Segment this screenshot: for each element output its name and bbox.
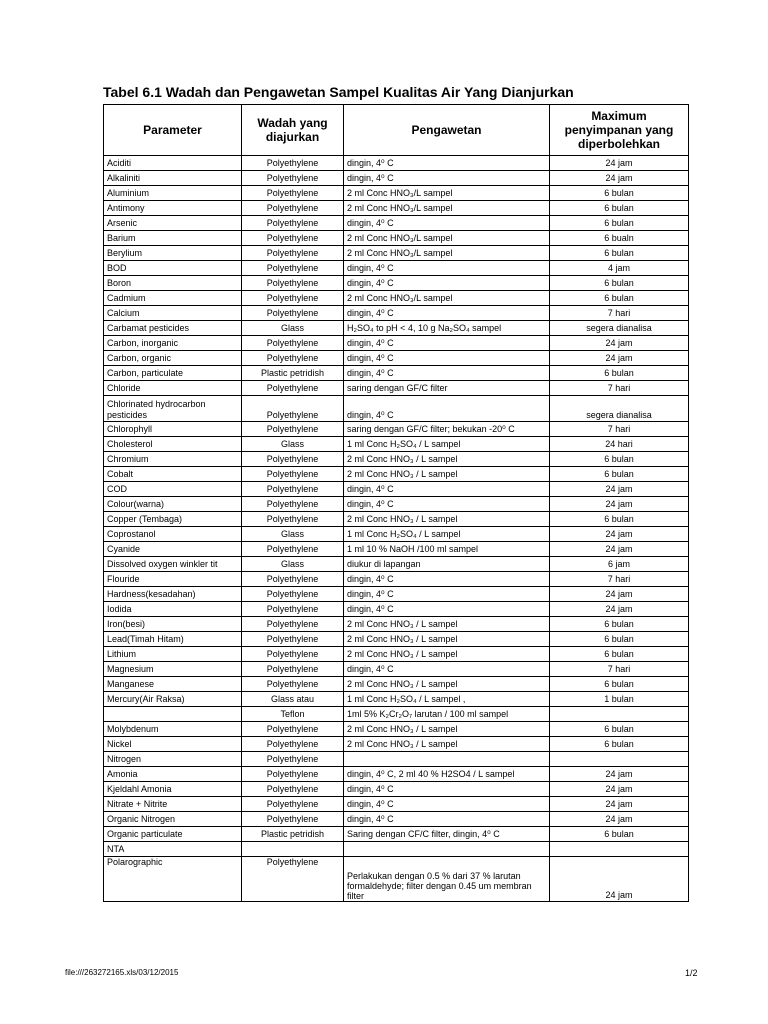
table-row bbox=[104, 497, 689, 512]
cell-max-storage: 6 bulan bbox=[550, 216, 689, 231]
cell-parameter: Flouride bbox=[104, 572, 242, 587]
cell-preservation: saring dengan GF/C filter bbox=[344, 381, 550, 396]
table-row bbox=[104, 437, 689, 452]
cell-parameter: Carbamat pesticides bbox=[104, 321, 242, 336]
cell-container bbox=[242, 842, 344, 857]
cell-parameter: Iron(besi) bbox=[104, 617, 242, 632]
table-body bbox=[104, 156, 689, 902]
cell-preservation: 1 ml Conc H₂SO₄ / L sampel bbox=[344, 437, 550, 452]
cell-max-storage: 24 jam bbox=[550, 767, 689, 782]
table-row bbox=[104, 557, 689, 572]
cell-max-storage: 24 jam bbox=[550, 527, 689, 542]
cell-preservation: dingin, 4⁰ C bbox=[344, 587, 550, 602]
table-row bbox=[104, 261, 689, 276]
cell-container: Polyethylene bbox=[242, 572, 344, 587]
cell-preservation: Saring dengan CF/C filter, dingin, 4⁰ C bbox=[344, 827, 550, 842]
cell-parameter: Carbon, organic bbox=[104, 351, 242, 366]
cell-preservation: dingin, 4⁰ C bbox=[344, 306, 550, 321]
cell-container: Polyethylene bbox=[242, 467, 344, 482]
cell-max-storage: 6 bulan bbox=[550, 647, 689, 662]
table-row bbox=[104, 351, 689, 366]
cell-container: Polyethylene bbox=[242, 261, 344, 276]
table-row bbox=[104, 647, 689, 662]
cell-max-storage: 24 jam bbox=[550, 812, 689, 827]
cell-container: Polyethylene bbox=[242, 201, 344, 216]
cell-parameter: Boron bbox=[104, 276, 242, 291]
cell-container: Polyethylene bbox=[242, 647, 344, 662]
cell-preservation: dingin, 4⁰ C bbox=[344, 797, 550, 812]
cell-preservation: 1 ml Conc H₂SO₄ / L sampel , bbox=[344, 692, 550, 707]
cell-preservation: 2 ml Conc HNO₃ / L sampel bbox=[344, 632, 550, 647]
cell-parameter: Carbon, inorganic bbox=[104, 336, 242, 351]
cell-container: Polyethylene bbox=[242, 737, 344, 752]
cell-max-storage: 24 jam bbox=[550, 171, 689, 186]
cell-container: Polyethylene bbox=[242, 677, 344, 692]
cell-parameter: Hardness(kesadahan) bbox=[104, 587, 242, 602]
cell-max-storage: 24 jam bbox=[550, 351, 689, 366]
table-row bbox=[104, 396, 689, 422]
cell-preservation: 2 ml Conc HNO₃/L sampel bbox=[344, 246, 550, 261]
cell-max-storage: 24 jam bbox=[550, 336, 689, 351]
cell-container: Glass bbox=[242, 437, 344, 452]
table-row bbox=[104, 827, 689, 842]
cell-preservation: dingin, 4⁰ C bbox=[344, 276, 550, 291]
cell-preservation: 2 ml Conc HNO₃ / L sampel bbox=[344, 647, 550, 662]
table-row bbox=[104, 692, 689, 707]
cell-max-storage: 24 jam bbox=[550, 482, 689, 497]
cell-parameter: NTA bbox=[104, 842, 242, 857]
header-preservation: Pengawetan bbox=[344, 105, 550, 156]
cell-preservation: 1ml 5% K₂Cr₂O₇ larutan / 100 ml sampel bbox=[344, 707, 550, 722]
cell-container: Polyethylene bbox=[242, 216, 344, 231]
cell-container: Polyethylene bbox=[242, 231, 344, 246]
cell-parameter: Nitrogen bbox=[104, 752, 242, 767]
table-row bbox=[104, 572, 689, 587]
cell-preservation: dingin, 4⁰ C bbox=[344, 171, 550, 186]
table-title: Tabel 6.1 Wadah dan Pengawetan Sampel Kualitas Air Yang Dianjurkan bbox=[103, 84, 574, 100]
cell-max-storage: 6 bulan bbox=[550, 201, 689, 216]
table-row bbox=[104, 797, 689, 812]
cell-preservation: dingin, 4⁰ C, 2 ml 40 % H2SO4 / L sampel bbox=[344, 767, 550, 782]
table-row bbox=[104, 812, 689, 827]
cell-parameter: Kjeldahl Amonia bbox=[104, 782, 242, 797]
cell-preservation: dingin, 4⁰ C bbox=[344, 351, 550, 366]
cell-container: Plastic petridish bbox=[242, 366, 344, 381]
table-row bbox=[104, 467, 689, 482]
cell-max-storage: 6 bulan bbox=[550, 827, 689, 842]
cell-container: Polyethylene bbox=[242, 542, 344, 557]
cell-preservation: 2 ml Conc HNO₃ / L sampel bbox=[344, 467, 550, 482]
cell-preservation: 2 ml Conc HNO₃ / L sampel bbox=[344, 512, 550, 527]
table-row bbox=[104, 201, 689, 216]
cell-max-storage: 6 bulan bbox=[550, 246, 689, 261]
cell-container: Glass bbox=[242, 527, 344, 542]
table-row bbox=[104, 782, 689, 797]
table-row bbox=[104, 366, 689, 381]
table-row bbox=[104, 632, 689, 647]
footer-file-path: file:///263272165.xls/03/12/2015 bbox=[65, 968, 179, 977]
cell-parameter: Arsenic bbox=[104, 216, 242, 231]
cell-preservation: dingin, 4⁰ C bbox=[344, 602, 550, 617]
cell-preservation: saring dengan GF/C filter; bekukan -20⁰ C bbox=[344, 422, 550, 437]
cell-container: Polyethylene bbox=[242, 767, 344, 782]
cell-max-storage: 24 jam bbox=[550, 782, 689, 797]
cell-max-storage: 6 bulan bbox=[550, 276, 689, 291]
cell-preservation: dingin, 4⁰ C bbox=[344, 396, 550, 422]
cell-preservation: dingin, 4⁰ C bbox=[344, 782, 550, 797]
table-row bbox=[104, 542, 689, 557]
cell-preservation: dingin, 4⁰ C bbox=[344, 482, 550, 497]
cell-container: Glass bbox=[242, 557, 344, 572]
cell-preservation: dingin, 4⁰ C bbox=[344, 572, 550, 587]
cell-preservation bbox=[344, 752, 550, 767]
cell-preservation: dingin, 4⁰ C bbox=[344, 156, 550, 171]
cell-preservation: 2 ml Conc HNO₃ / L sampel bbox=[344, 677, 550, 692]
cell-parameter: Chlorophyll bbox=[104, 422, 242, 437]
cell-parameter: Carbon, particulate bbox=[104, 366, 242, 381]
table-row bbox=[104, 842, 689, 857]
cell-parameter: Calcium bbox=[104, 306, 242, 321]
cell-max-storage: 6 bulan bbox=[550, 677, 689, 692]
cell-parameter: Cobalt bbox=[104, 467, 242, 482]
cell-parameter: Manganese bbox=[104, 677, 242, 692]
cell-parameter: Chromium bbox=[104, 452, 242, 467]
table-row bbox=[104, 617, 689, 632]
cell-parameter bbox=[104, 707, 242, 722]
cell-max-storage: 4 jam bbox=[550, 261, 689, 276]
cell-parameter: Antimony bbox=[104, 201, 242, 216]
cell-container: Glass bbox=[242, 321, 344, 336]
table-row bbox=[104, 336, 689, 351]
cell-preservation: H₂SO₄ to pH < 4, 10 g Na₂SO₄ sampel bbox=[344, 321, 550, 336]
cell-max-storage: segera dianalisa bbox=[550, 321, 689, 336]
cell-preservation: dingin, 4⁰ C bbox=[344, 216, 550, 231]
cell-parameter: Dissolved oxygen winkler tit bbox=[104, 557, 242, 572]
header-row bbox=[104, 105, 689, 156]
cell-parameter: Aluminium bbox=[104, 186, 242, 201]
cell-container: Polyethylene bbox=[242, 186, 344, 201]
cell-preservation: dingin, 4⁰ C bbox=[344, 366, 550, 381]
cell-preservation: 2 ml Conc HNO₃ / L sampel bbox=[344, 722, 550, 737]
table-row bbox=[104, 276, 689, 291]
cell-preservation: dingin, 4⁰ C bbox=[344, 662, 550, 677]
cell-preservation bbox=[344, 842, 550, 857]
cell-parameter: Chloride bbox=[104, 381, 242, 396]
cell-parameter: COD bbox=[104, 482, 242, 497]
cell-container: Polyethylene bbox=[242, 246, 344, 261]
cell-preservation: diukur di lapangan bbox=[344, 557, 550, 572]
cell-parameter: Coprostanol bbox=[104, 527, 242, 542]
cell-parameter: Lead(Timah Hitam) bbox=[104, 632, 242, 647]
cell-container: Polyethylene bbox=[242, 812, 344, 827]
cell-max-storage: 24 jam bbox=[550, 857, 689, 902]
cell-parameter: Cholesterol bbox=[104, 437, 242, 452]
table-row bbox=[104, 527, 689, 542]
cell-max-storage: 6 bualn bbox=[550, 231, 689, 246]
table-row bbox=[104, 231, 689, 246]
cell-max-storage: 6 bulan bbox=[550, 452, 689, 467]
table-row bbox=[104, 186, 689, 201]
table-row bbox=[104, 737, 689, 752]
cell-max-storage: 24 jam bbox=[550, 497, 689, 512]
cell-parameter: Copper (Tembaga) bbox=[104, 512, 242, 527]
table-row bbox=[104, 587, 689, 602]
cell-preservation: 2 ml Conc HNO₃/L sampel bbox=[344, 186, 550, 201]
cell-max-storage bbox=[550, 707, 689, 722]
cell-max-storage: 24 jam bbox=[550, 542, 689, 557]
table-row bbox=[104, 246, 689, 261]
cell-parameter: Organic particulate bbox=[104, 827, 242, 842]
cell-parameter: Cyanide bbox=[104, 542, 242, 557]
cell-preservation: 2 ml Conc HNO₃ / L sampel bbox=[344, 737, 550, 752]
cell-parameter: Berylium bbox=[104, 246, 242, 261]
table-row bbox=[104, 156, 689, 171]
cell-max-storage: 6 bulan bbox=[550, 617, 689, 632]
cell-container: Polyethylene bbox=[242, 276, 344, 291]
table-row bbox=[104, 707, 689, 722]
cell-parameter: Mercury(Air Raksa) bbox=[104, 692, 242, 707]
table-row bbox=[104, 291, 689, 306]
table-row bbox=[104, 216, 689, 231]
cell-parameter: Nickel bbox=[104, 737, 242, 752]
cell-max-storage: 24 hari bbox=[550, 437, 689, 452]
cell-parameter: Cadmium bbox=[104, 291, 242, 306]
cell-container: Glass atau bbox=[242, 692, 344, 707]
cell-max-storage: 6 bulan bbox=[550, 632, 689, 647]
cell-preservation: 1 ml 10 % NaOH /100 ml sampel bbox=[344, 542, 550, 557]
cell-container: Polyethylene bbox=[242, 497, 344, 512]
cell-preservation: dingin, 4⁰ C bbox=[344, 812, 550, 827]
footer-page-number: 1/2 bbox=[685, 968, 698, 978]
cell-parameter: Amonia bbox=[104, 767, 242, 782]
cell-preservation: dingin, 4⁰ C bbox=[344, 497, 550, 512]
cell-max-storage: 6 jam bbox=[550, 557, 689, 572]
cell-parameter: BOD bbox=[104, 261, 242, 276]
table-row bbox=[104, 662, 689, 677]
cell-max-storage: 24 jam bbox=[550, 156, 689, 171]
cell-parameter: Lithium bbox=[104, 647, 242, 662]
cell-max-storage: segera dianalisa bbox=[550, 396, 689, 422]
cell-preservation: 2 ml Conc HNO₃ / L sampel bbox=[344, 452, 550, 467]
table-row bbox=[104, 482, 689, 497]
table-row bbox=[104, 752, 689, 767]
cell-parameter: Molybdenum bbox=[104, 722, 242, 737]
cell-preservation: 2 ml Conc HNO₃/L sampel bbox=[344, 231, 550, 246]
table-row bbox=[104, 722, 689, 737]
cell-preservation: 2 ml Conc HNO₃ / L sampel bbox=[344, 617, 550, 632]
cell-container: Polyethylene bbox=[242, 171, 344, 186]
cell-container: Polyethylene bbox=[242, 482, 344, 497]
cell-container: Polyethylene bbox=[242, 797, 344, 812]
cell-parameter: Aciditi bbox=[104, 156, 242, 171]
cell-max-storage: 1 bulan bbox=[550, 692, 689, 707]
cell-max-storage bbox=[550, 752, 689, 767]
table-row bbox=[104, 321, 689, 336]
cell-max-storage: 7 hari bbox=[550, 422, 689, 437]
cell-container: Polyethylene bbox=[242, 306, 344, 321]
header-max-storage: Maximum penyimpanan yang diperbolehkan bbox=[550, 105, 689, 156]
header-parameter: Parameter bbox=[104, 105, 242, 156]
cell-container: Polyethylene bbox=[242, 752, 344, 767]
cell-container: Polyethylene bbox=[242, 452, 344, 467]
cell-max-storage: 6 bulan bbox=[550, 291, 689, 306]
cell-preservation: 1 ml Conc H₂SO₄ / L sampel bbox=[344, 527, 550, 542]
cell-container: Polyethylene bbox=[242, 617, 344, 632]
table-row bbox=[104, 381, 689, 396]
cell-max-storage: 7 hari bbox=[550, 572, 689, 587]
cell-parameter: Organic Nitrogen bbox=[104, 812, 242, 827]
cell-container: Polyethylene bbox=[242, 396, 344, 422]
cell-container: Polyethylene bbox=[242, 602, 344, 617]
table-row bbox=[104, 767, 689, 782]
table-row bbox=[104, 452, 689, 467]
cell-max-storage: 6 bulan bbox=[550, 366, 689, 381]
cell-parameter: Alkaliniti bbox=[104, 171, 242, 186]
table-row bbox=[104, 422, 689, 437]
cell-preservation: 2 ml Conc HNO₃/L sampel bbox=[344, 291, 550, 306]
cell-container: Polyethylene bbox=[242, 587, 344, 602]
cell-container: Polyethylene bbox=[242, 422, 344, 437]
cell-container: Polyethylene bbox=[242, 336, 344, 351]
cell-max-storage: 24 jam bbox=[550, 587, 689, 602]
table-row bbox=[104, 857, 689, 902]
cell-container: Polyethylene bbox=[242, 662, 344, 677]
cell-preservation: Perlakukan dengan 0.5 % dari 37 % larutan formaldehyde; filter dengan 0.45 um membran filter bbox=[344, 857, 550, 902]
cell-preservation: dingin, 4⁰ C bbox=[344, 336, 550, 351]
cell-max-storage bbox=[550, 842, 689, 857]
table-row bbox=[104, 677, 689, 692]
cell-parameter: Barium bbox=[104, 231, 242, 246]
cell-max-storage: 7 hari bbox=[550, 662, 689, 677]
preservation-table bbox=[103, 104, 689, 902]
cell-container: Polyethylene bbox=[242, 291, 344, 306]
cell-container: Polyethylene bbox=[242, 857, 344, 902]
header-container: Wadah yang diajurkan bbox=[242, 105, 344, 156]
table-row bbox=[104, 171, 689, 186]
cell-parameter: Polarographic bbox=[104, 857, 242, 902]
cell-parameter: Nitrate + Nitrite bbox=[104, 797, 242, 812]
cell-max-storage: 6 bulan bbox=[550, 737, 689, 752]
cell-parameter: Colour(warna) bbox=[104, 497, 242, 512]
cell-max-storage: 24 jam bbox=[550, 602, 689, 617]
cell-container: Plastic petridish bbox=[242, 827, 344, 842]
cell-max-storage: 6 bulan bbox=[550, 467, 689, 482]
cell-max-storage: 7 hari bbox=[550, 381, 689, 396]
cell-container: Polyethylene bbox=[242, 512, 344, 527]
cell-container: Polyethylene bbox=[242, 381, 344, 396]
cell-max-storage: 7 hari bbox=[550, 306, 689, 321]
table-row bbox=[104, 512, 689, 527]
cell-parameter: Iodida bbox=[104, 602, 242, 617]
cell-max-storage: 6 bulan bbox=[550, 512, 689, 527]
cell-container: Polyethylene bbox=[242, 722, 344, 737]
table-row bbox=[104, 306, 689, 321]
cell-container: Polyethylene bbox=[242, 156, 344, 171]
cell-container: Teflon bbox=[242, 707, 344, 722]
cell-max-storage: 6 bulan bbox=[550, 722, 689, 737]
cell-parameter: Chlorinated hydrocarbon pesticides bbox=[104, 396, 242, 422]
table-row bbox=[104, 602, 689, 617]
cell-max-storage: 24 jam bbox=[550, 797, 689, 812]
cell-preservation: dingin, 4⁰ C bbox=[344, 261, 550, 276]
cell-max-storage: 6 bulan bbox=[550, 186, 689, 201]
cell-container: Polyethylene bbox=[242, 632, 344, 647]
cell-parameter: Magnesium bbox=[104, 662, 242, 677]
cell-preservation: 2 ml Conc HNO₃/L sampel bbox=[344, 201, 550, 216]
cell-container: Polyethylene bbox=[242, 351, 344, 366]
cell-container: Polyethylene bbox=[242, 782, 344, 797]
